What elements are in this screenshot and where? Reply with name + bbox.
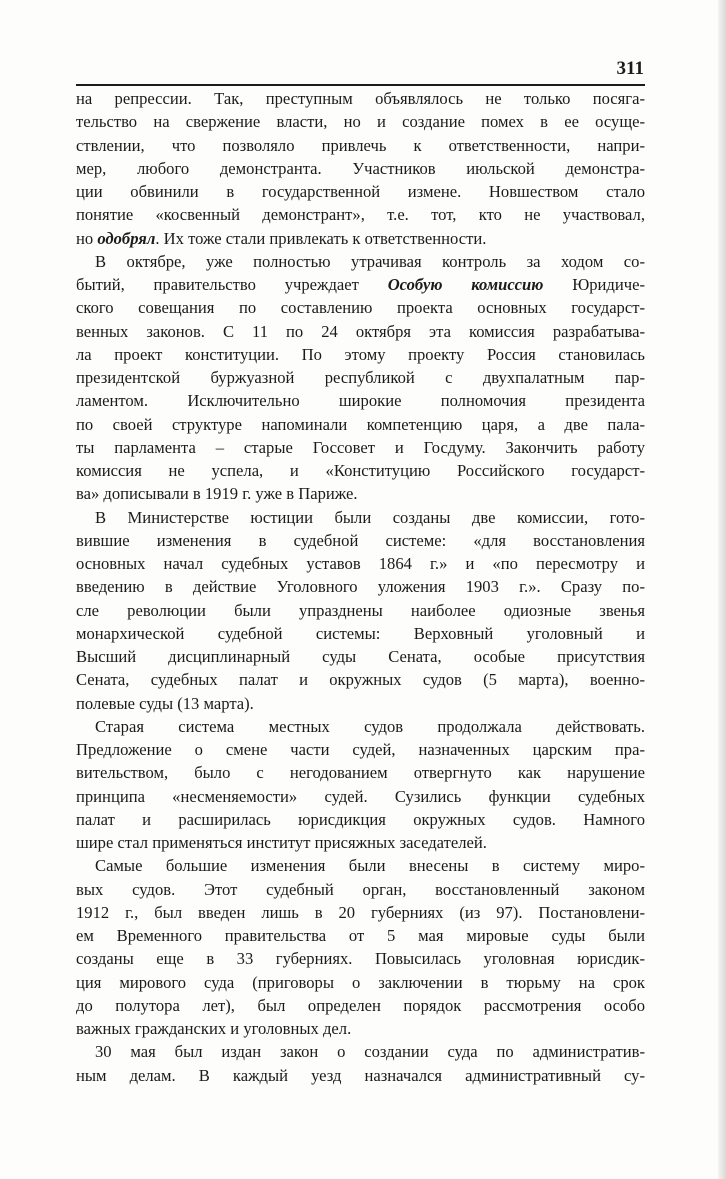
text-run: вительством, было с негодованием отвергнуто как нарушение: [76, 763, 645, 783]
text-run: Высший дисциплинарный суды Сената, особые присутствия: [76, 647, 645, 666]
text-run: ского совещания по составлению проекта основных государст-: [76, 298, 645, 318]
page-edge-shadow: [718, 0, 726, 1179]
text-line: [76, 738, 645, 761]
text-line: [76, 622, 645, 645]
text-run: ным делам. В каждый уезд назначался административный су-: [76, 1065, 645, 1085]
text-run: палат и расширилась юрисдикция окружных судов. Намного: [76, 809, 645, 829]
text-run: ция мирового суда (приговоры о заключении в тюрьму на срок: [76, 972, 645, 992]
text-run: Самые большие изменения были внесены в систему миро-: [95, 856, 645, 876]
text-run: ла проект конституции. По этому проекту Россия становилась: [76, 344, 645, 364]
text-run: 1912 г., был введен лишь в 20 губерниях (из 97). Постановлени-: [76, 902, 645, 922]
text-line: [76, 273, 645, 296]
text-line: [76, 366, 645, 389]
text-run: венных законов. С 11 по 24 октября эта комиссия разрабатыва-: [76, 321, 645, 341]
text-line: [76, 134, 645, 157]
text-run: созданы еще в 33 губерниях. Повысилась уголовная юрисдик-: [76, 949, 645, 969]
text-line: [76, 854, 645, 877]
text-run: введению в действие Уголовного уложения 1903 г.». Сразу по-: [76, 577, 645, 597]
text-line: [76, 87, 645, 110]
text-line: [76, 831, 645, 854]
paragraph: [76, 250, 645, 506]
text-line: [76, 947, 645, 970]
text-line: [76, 343, 645, 366]
text-run: полевые суды (13 марта).: [76, 693, 254, 713]
text-line: [76, 552, 645, 575]
text-run: мер, любого демонстранта. Участников июльской демонстра-: [76, 158, 645, 178]
text-line: [76, 1064, 645, 1087]
text-line: [76, 785, 645, 808]
text-line: [76, 506, 645, 529]
text-run: Сената, судебных палат и окружных судов (5 марта), военно-: [76, 670, 645, 690]
text-run: Юридиче-: [543, 275, 645, 294]
paragraph: [76, 854, 645, 1040]
text-run: шире стал применяться институт присяжных заседателей.: [76, 833, 487, 852]
text-run: на репрессии. Так, преступным объявлялось не только посяга-: [76, 89, 645, 108]
text-run: 30 мая был издан закон о создании суда по административ-: [95, 1042, 645, 1062]
text-run: основных начал судебных уставов 1864 г.» и «по пересмотру и: [76, 554, 645, 573]
text-line: [76, 250, 645, 273]
text-line: [76, 1017, 645, 1040]
text-run: по своей структуре напоминали компетенцию царя, а две пала-: [76, 414, 645, 434]
text-run: ем Временного правительства от 5 мая мировые суды были: [76, 926, 645, 945]
text-line: [76, 110, 645, 133]
text-line: [76, 971, 645, 994]
emphasized-term: Особую комиссию: [387, 275, 544, 294]
text-run: вых судов. Этот судебный орган, восстановленный законом: [76, 879, 645, 899]
text-run: ва» дописывали в 1919 г. уже в Париже.: [76, 484, 358, 504]
text-run: до полутора лет), был определен порядок рассмотрения особо: [76, 995, 645, 1015]
text-line: [76, 808, 645, 831]
text-line: [76, 575, 645, 598]
text-run: Предложение о смене части судей, назначенных царским пра-: [76, 740, 645, 759]
paragraph: [76, 715, 645, 855]
text-line: [76, 668, 645, 691]
text-run: ламентом. Исключительно широкие полномочия президента: [76, 391, 645, 411]
text-line: [76, 320, 645, 343]
text-line: [76, 203, 645, 226]
text-run: Старая система местных судов продолжала действовать.: [95, 716, 645, 736]
text-run: ции обвинили в государственной измене. Новшеством стало: [76, 182, 645, 201]
text-run: комиссия не успела, и «Конституцию Российского государст-: [76, 461, 645, 480]
text-line: [76, 901, 645, 924]
text-line: [76, 1040, 645, 1063]
text-run: В октябре, уже полностью утрачивая контроль за ходом со-: [95, 251, 645, 271]
text-run: сле революции были упразднены наиболее одиозные звенья: [76, 600, 645, 620]
text-line: [76, 715, 645, 738]
paragraph: [76, 506, 645, 715]
text-line: [76, 529, 645, 552]
text-line: [76, 389, 645, 412]
paragraph: [76, 87, 645, 250]
text-line: [76, 482, 645, 505]
text-run: ствлении, что позволяло привлечь к ответственности, напри-: [76, 135, 645, 155]
text-run: . Их тоже стали привлекать к ответственности.: [155, 228, 487, 248]
text-line: [76, 761, 645, 784]
text-line: [76, 994, 645, 1017]
text-run: принципа «несменяемости» судей. Сузились функции судебных: [76, 786, 645, 806]
text-run: тельство на свержение власти, но и создание помех в ее осуще-: [76, 112, 645, 132]
page-number: 311: [616, 58, 644, 79]
text-line: [76, 227, 645, 250]
text-line: [76, 413, 645, 436]
text-run: понятие «косвенный демонстрант», т.е. тот, кто не участвовал,: [76, 205, 645, 225]
text-run: бытий, правительство учреждает: [76, 275, 388, 294]
emphasized-term: одобрял: [97, 228, 156, 248]
text-line: [76, 878, 645, 901]
text-line: [76, 180, 645, 203]
text-line: [76, 157, 645, 180]
text-line: [76, 645, 645, 668]
text-line: [76, 599, 645, 622]
text-line: [76, 436, 645, 459]
text-line: [76, 459, 645, 482]
text-line: [76, 924, 645, 947]
text-run: монархической судебной системы: Верховный уголовный и: [76, 623, 645, 643]
text-run: важных гражданских и уголовных дел.: [76, 1019, 352, 1038]
text-line: [76, 692, 645, 715]
body-text: [76, 87, 645, 1087]
text-run: В Министерстве юстиции были созданы две комиссии, гото-: [95, 507, 645, 527]
header-rule: [76, 84, 645, 86]
text-run: ты парламента – старые Госсовет и Госдуму. Закончить работу: [76, 437, 645, 457]
text-run: президентской буржуазной республикой с двухпалатным пар-: [76, 368, 645, 387]
text-run: но: [76, 228, 98, 248]
text-line: [76, 296, 645, 319]
paragraph: [76, 1040, 645, 1087]
text-run: вившие изменения в судебной системе: «для восстановления: [76, 530, 645, 550]
